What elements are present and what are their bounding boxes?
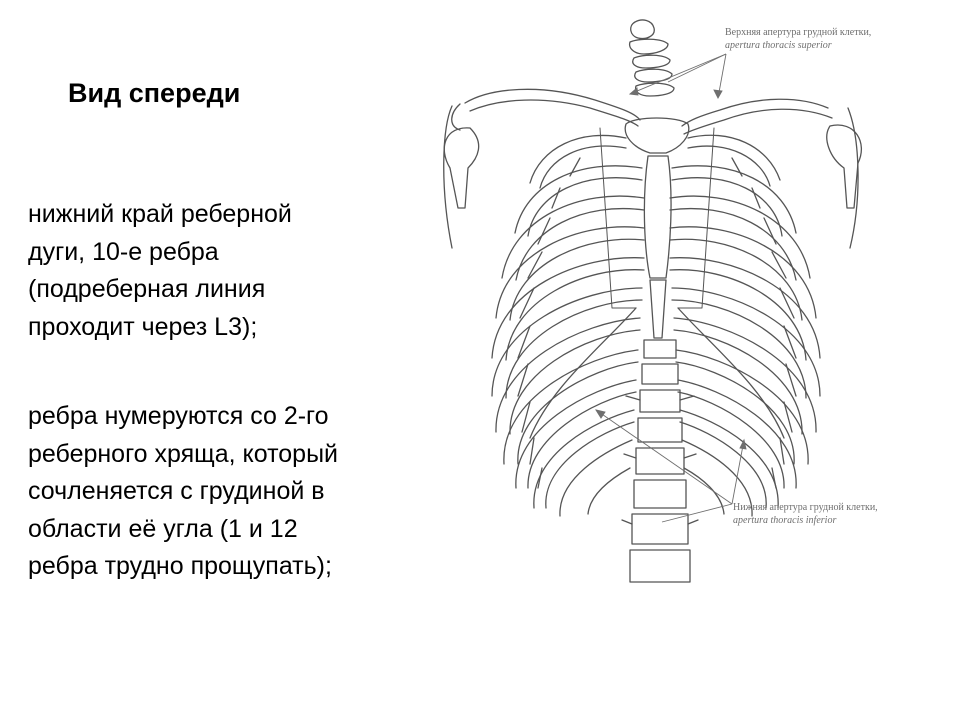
- sternum: [625, 118, 689, 338]
- text-line: ребра нумеруются со 2-го: [28, 402, 329, 430]
- right-shoulder: [827, 125, 862, 208]
- text-line: дуги, 10-е ребра: [28, 237, 219, 266]
- text-line: (подреберная линия: [28, 275, 266, 303]
- left-ribs: [492, 128, 644, 516]
- upper-aperture-caption-latin: apertura thoracis superior: [725, 39, 832, 51]
- text-line: области её угла (1 и 12: [28, 514, 298, 543]
- upper-aperture-caption-ru: Верхняя апертура грудной клетки,: [725, 27, 872, 38]
- paragraph-rib-numbering: [28, 398, 438, 586]
- text-line: реберного хряща, который: [28, 439, 339, 468]
- lower-aperture-caption-ru: Нижняя апертура грудной клетки,: [733, 502, 878, 513]
- right-ribs: [670, 128, 820, 516]
- text-line: ребра трудно прощупать);: [28, 552, 332, 580]
- text-line: сочленяется с грудиной в: [28, 477, 325, 505]
- text-line: нижний край реберной: [28, 200, 292, 228]
- upper-aperture-caption: [725, 27, 871, 52]
- paragraph-lower-costal-margin: [28, 196, 438, 346]
- upper-aperture-leaders: [630, 54, 726, 98]
- right-clavicle: [682, 99, 828, 126]
- left-shoulder: [444, 104, 478, 208]
- text-line: проходит через L3);: [28, 312, 258, 341]
- slide-title: Вид спереди: [68, 78, 241, 108]
- lower-aperture-caption: [733, 502, 878, 527]
- spine: [622, 340, 698, 582]
- lower-aperture-caption-latin: apertura thoracis inferior: [733, 514, 837, 526]
